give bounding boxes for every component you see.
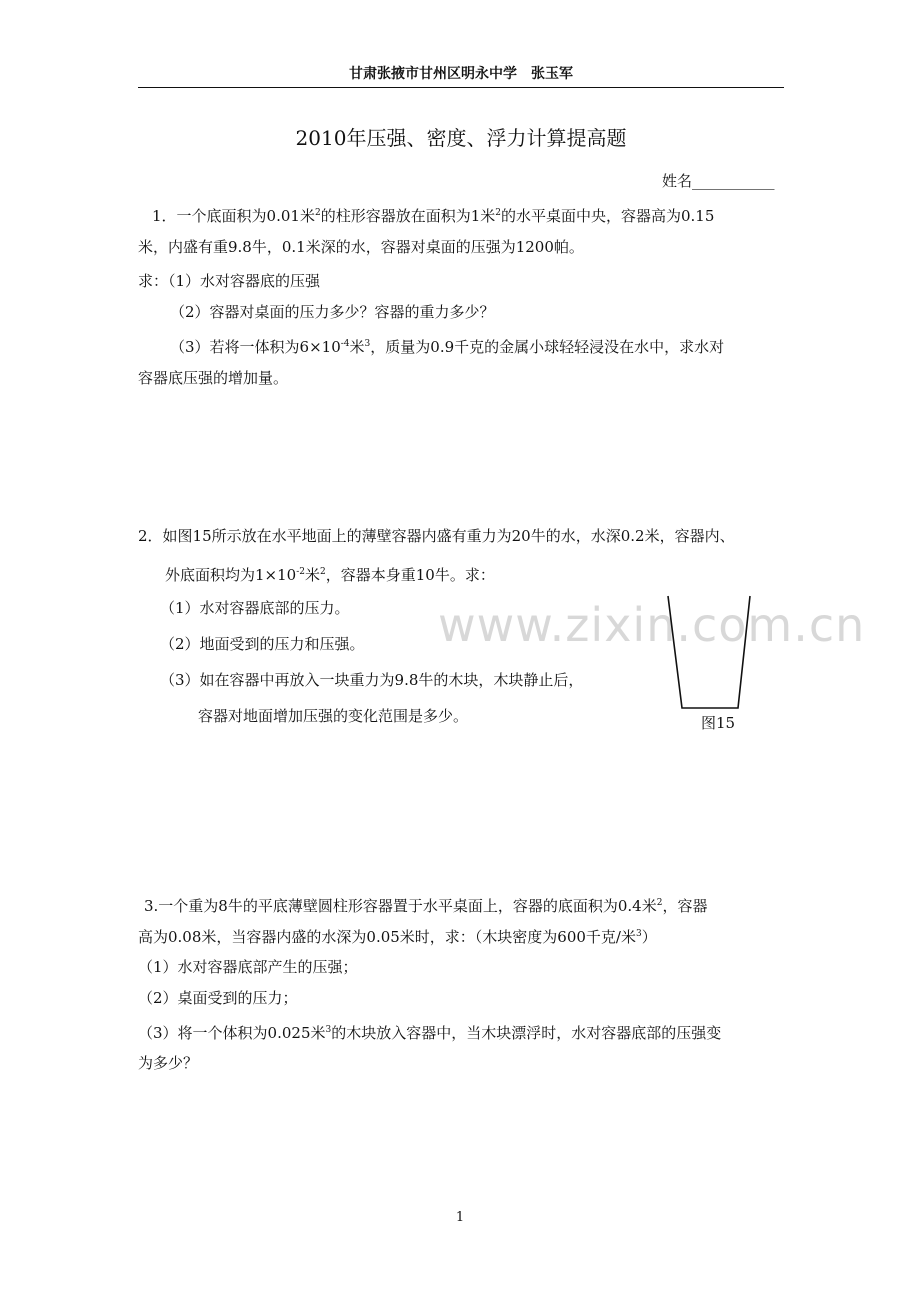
q1-text: （3）若将一体积为6×10	[170, 338, 341, 356]
q3-line-3: （1）水对容器底部产生的压强；	[138, 958, 358, 976]
q1-text: 1．一个底面积为0.01米	[152, 207, 315, 225]
header-rule	[138, 87, 784, 88]
name-field-label: 姓名___________	[662, 172, 775, 190]
q1-text: 的柱形容器放在面积为1米	[320, 207, 496, 225]
q2-line-5: （3）如在容器中再放入一块重力为9.8牛的木块，木块静止后，	[160, 671, 584, 689]
document-title: 2010年压强、密度、浮力计算提高题	[295, 126, 627, 150]
q2-line-3: （1）水对容器底部的压力。	[160, 599, 350, 617]
q2-text: 外底面积均为1×10	[165, 566, 297, 584]
watermark-text: www.zixin.com.cn	[438, 598, 866, 652]
figure-caption: 图15	[701, 714, 736, 732]
container-outline	[668, 596, 750, 708]
q1-line-3: 求：（1）水对容器底的压强	[138, 272, 321, 290]
q3-line-2	[138, 924, 657, 947]
superscript: 3	[364, 339, 371, 349]
page-header: 甘肃张掖市甘州区明永中学 张玉军	[349, 66, 573, 82]
q2-line-1: 2．如图15所示放在水平地面上的薄壁容器内盛有重力为20牛的水，水深0.2米，容器内、	[138, 527, 735, 545]
q3-line-5	[138, 1020, 721, 1043]
q3-line-4: （2）桌面受到的压力；	[138, 989, 298, 1007]
q2-line-6: 容器对地面增加压强的变化范围是多少。	[198, 707, 469, 725]
q1-line-1	[152, 203, 714, 226]
q3-line-6: 为多少？	[138, 1054, 199, 1072]
q1-text: 米	[349, 338, 365, 356]
page-number: 1	[455, 1210, 465, 1225]
q1-line-4: （2）容器对桌面的压力多少？容器的重力多少？	[170, 303, 495, 321]
superscript: 2	[320, 567, 326, 577]
superscript: 2	[495, 208, 501, 218]
q2-line-2	[165, 562, 495, 585]
q3-text: 高为0.08米，当容器内盛的水深为0.05米时，求：（木块密度为600千克/米	[138, 928, 636, 946]
q3-text: 的木块放入容器中，当木块漂浮时，水对容器底部的压强变	[331, 1024, 722, 1042]
q2-line-4: （2）地面受到的压力和压强。	[160, 635, 365, 653]
superscript: 2	[314, 208, 321, 218]
superscript: -4	[340, 339, 350, 349]
q3-text: ）	[641, 928, 657, 946]
q1-line-2: 米，内盛有重9.8牛，0.1米深的水，容器对桌面的压强为1200帕。	[138, 238, 584, 256]
q2-text: 米	[304, 566, 320, 584]
q3-line-1	[144, 893, 707, 916]
q3-text: ，容器	[662, 897, 708, 915]
q1-line-5	[170, 334, 724, 357]
superscript: -2	[296, 567, 305, 577]
q3-text: （3）将一个体积为0.025米	[138, 1024, 326, 1042]
superscript: 3	[635, 929, 642, 939]
q2-text: ，容器本身重10牛。求：	[325, 566, 495, 584]
q3-text: 3.一个重为8牛的平底薄壁圆柱形容器置于水平桌面上，容器的底面积为0.4米	[144, 897, 657, 915]
container-figure	[660, 588, 760, 723]
q1-text: ，质量为0.9千克的金属小球轻轻浸没在水中，求水对	[370, 338, 725, 356]
superscript: 2	[656, 898, 663, 908]
superscript: 3	[325, 1025, 332, 1035]
q1-text: 的水平桌面中央，容器高为0.15	[500, 207, 715, 225]
q1-line-6: 容器底压强的增加量。	[138, 369, 289, 387]
